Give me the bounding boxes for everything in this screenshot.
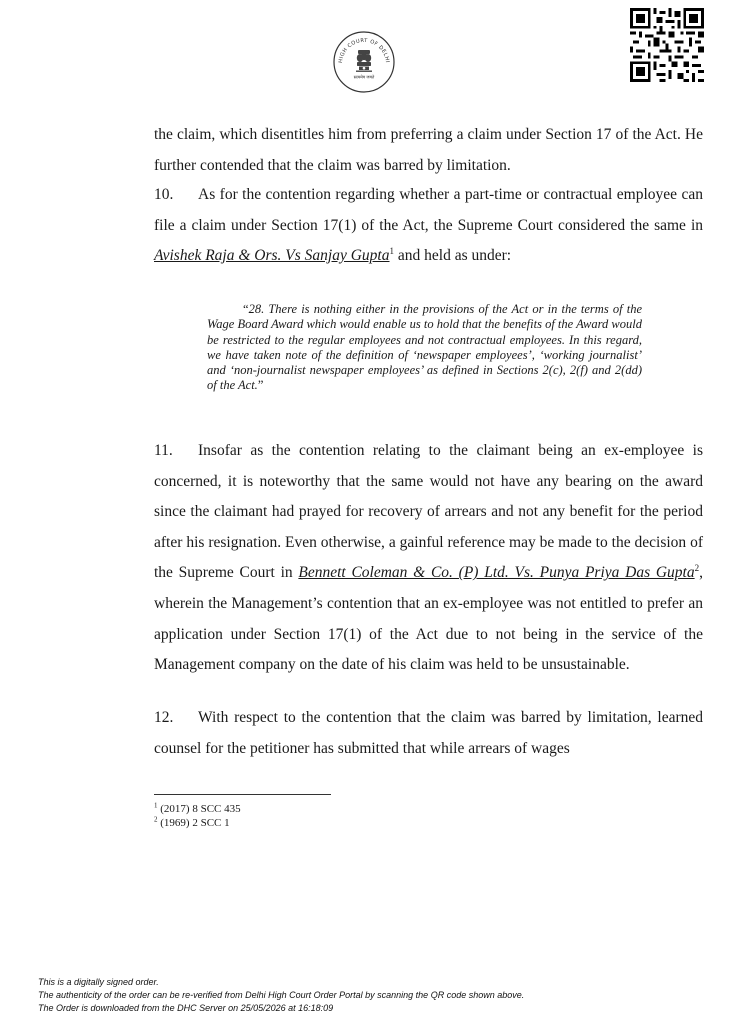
paragraph-12 (154, 703, 703, 764)
footnote-number: 1 (154, 801, 158, 810)
footnote-text: (1969) 2 SCC 1 (160, 817, 230, 829)
footer-line: The Order is downloaded from the DHC Server on 25/05/2026 at 16:18:09 (38, 1003, 334, 1014)
court-emblem-icon (332, 30, 396, 94)
footnote-text: (2017) 8 SCC 435 (160, 803, 241, 815)
paragraph-10 (154, 180, 703, 272)
footnote-number: 2 (154, 815, 158, 824)
paragraph-number: 11. (154, 442, 173, 459)
paragraph-number: 12. (154, 709, 174, 726)
quote-close-mark: ” (257, 378, 264, 393)
paragraph-text: As for the contention regarding whether a part-time or contractual employee can file a claim under Section 17(1) of the Act, the Supreme Court considered the same in (154, 186, 703, 234)
block-quote (207, 302, 642, 394)
quote-text: 28. There is nothing either in the provisions of the Act or in the terms of the Wage Board Award which would enable us to hold that the benefits of the Award would be restricted to the regular employees and not contractual employees. In this regard, we have taken note of the definition of ‘newspaper employees’, ‘working journalist’ and ‘non-journalist newspaper employees’ as defined in Sections 2(c), 2(f) and 2(dd) of the Act. (207, 302, 642, 393)
footer-line: This is a digitally signed order. (38, 977, 159, 987)
paragraph-text: With respect to the contention that the claim was barred by limitation, learned counsel for the petitioner has submitted that while arrears of wages (154, 709, 703, 757)
paragraph-11 (154, 436, 703, 681)
emblem-motto: सत्यमेव जयते (353, 74, 375, 80)
footnote-1 (154, 803, 241, 816)
quote-open-mark: “ (243, 302, 249, 316)
paragraph-continuation (154, 120, 703, 181)
paragraph-text: , wherein the Management’s contention that an ex-employee was not entitled to prefer an application under Section 17(1) of the Act due to not being in the service of the Management company on the date of his claim was held to be unsustainable. (154, 564, 703, 674)
paragraph-text: and held as under: (394, 247, 512, 265)
footnote-ref: 2 (694, 563, 700, 574)
footer-line: The authenticity of the order can be re-verified from Delhi High Court Order Portal by scanning the QR code shown above. (38, 990, 525, 1001)
case-citation-link: Avishek Raja & Ors. Vs Sanjay Gupta (154, 247, 390, 265)
paragraph-number: 10. (154, 186, 174, 203)
footnote-ref: 1 (389, 246, 394, 257)
paragraph-text: the claim, which disentitles him from preferring a claim under Section 17 of the Act. He further contended that the claim was barred by limitation. (154, 126, 703, 174)
digital-signature-footer (38, 976, 524, 1016)
footnote-divider (154, 794, 331, 795)
qr-code-icon (630, 8, 704, 82)
paragraph-text: Insofar as the contention relating to the claimant being an ex-employee is concerned, it is noteworthy that the same would not have any bearing on the award since the claimant had prayed for recovery of arrears and not any benefit for the period after his resignation. Even otherwise, a gainful reference may be made to the decision of the Supreme Court in (154, 442, 703, 582)
footnote-2 (154, 817, 230, 830)
case-citation-link: Bennett Coleman & Co. (P) Ltd. Vs. Punya Priya Das Gupta (298, 564, 695, 582)
emblem-text: HIGH COURT OF DELHI (337, 37, 390, 64)
